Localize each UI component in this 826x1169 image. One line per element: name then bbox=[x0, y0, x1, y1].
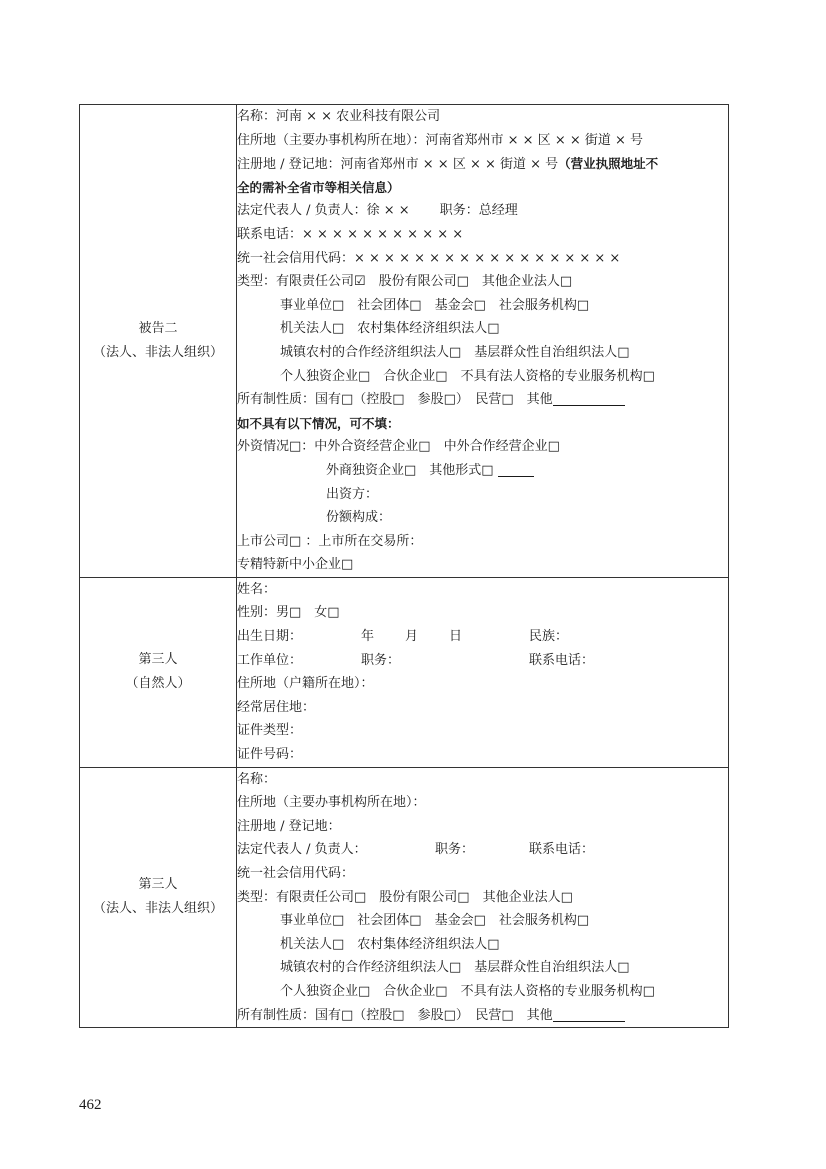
defendant2-foreign-line1: 外资情况□：中外合资经营企业□ 中外合作经营企业□ bbox=[237, 439, 560, 455]
defendant2-type-line5: 个人独资企业□ 合伙企业□ 不具有法人资格的专业服务机构□ bbox=[280, 368, 655, 384]
defendant2-ownership bbox=[237, 388, 728, 412]
defendant2-ownership-blank bbox=[553, 391, 625, 406]
defendant2-label-sub: （法人、非法人组织） bbox=[92, 344, 223, 360]
third-natural-label-cell bbox=[80, 577, 237, 767]
third-legal-residence: 住所地（主要办事机构所在地）： bbox=[237, 795, 426, 811]
third-legal-type-line4: 城镇农村的合作经济组织法人□ 基层群众性自治组织法人□ bbox=[280, 960, 630, 976]
defendant2-investor: 出资方： bbox=[326, 486, 379, 502]
defendant2-listed: 上市公司□ ：上市所在交易所： bbox=[237, 533, 423, 549]
third-legal-position: 职务： bbox=[435, 842, 475, 858]
third-natural-gender: 性别：男□ 女□ bbox=[237, 605, 340, 621]
defendant2-foreign-other: 外商独资企业□ 其他形式□ bbox=[326, 462, 494, 478]
third-natural-birth: 出生日期： bbox=[237, 629, 303, 645]
third-legal-name: 名称： bbox=[237, 771, 277, 787]
third-natural-year: 年 bbox=[361, 629, 375, 645]
defendant2-registered bbox=[237, 152, 728, 176]
defendant2-foreign-blank bbox=[498, 462, 534, 477]
defendant2-label-cell bbox=[80, 105, 237, 578]
defendant2-rep-position: 职务：总经理 bbox=[439, 203, 518, 219]
third-natural-ethnicity: 民族： bbox=[529, 629, 569, 645]
defendant2-phone: 联系电话：× × × × × × × × × × × bbox=[237, 226, 464, 242]
defendant2-name: 名称：河南 × × 农业科技有限公司 bbox=[237, 109, 441, 124]
third-legal-label-sub: （法人、非法人组织） bbox=[92, 901, 223, 917]
page-number: 462 bbox=[79, 1097, 102, 1113]
party-info-table bbox=[79, 104, 729, 1028]
third-natural-day: 日 bbox=[449, 629, 463, 645]
defendant2-optional-note: 如不具有以下情况，可不填： bbox=[237, 415, 400, 431]
third-legal-label: 第三人 bbox=[138, 877, 178, 893]
third-legal-phone: 联系电话： bbox=[529, 842, 595, 858]
defendant2-registered-note: （营业执照地址不 bbox=[558, 156, 659, 172]
defendant2-rep-name: 法定代表人 / 负责人：徐 × × bbox=[237, 203, 410, 219]
third-natural-name: 姓名： bbox=[237, 581, 277, 597]
third-legal-type-line3: 机关法人□ 农村集体经济组织法人□ bbox=[280, 936, 500, 952]
third-natural-position: 职务： bbox=[361, 652, 401, 668]
third-natural-birth-row bbox=[237, 625, 728, 649]
third-natural-month: 月 bbox=[405, 629, 419, 645]
defendant2-share: 份额构成： bbox=[326, 510, 392, 526]
third-natural-id-number: 证件号码： bbox=[237, 747, 303, 763]
third-natural-content bbox=[237, 577, 729, 767]
defendant2-content bbox=[237, 105, 729, 578]
third-natural-habitual: 经常居住地： bbox=[237, 699, 316, 715]
third-legal-label-cell bbox=[80, 767, 237, 1028]
third-natural-row bbox=[80, 577, 729, 767]
third-legal-row bbox=[80, 767, 729, 1028]
defendant2-registered-value: 注册地 / 登记地：河南省郑州市 × × 区 × × 街道 × 号 bbox=[237, 157, 559, 173]
third-natural-work-unit: 工作单位： bbox=[237, 652, 303, 668]
third-legal-ownership-blank bbox=[553, 1007, 625, 1022]
defendant2-type-line2: 事业单位□ 社会团体□ 基金会□ 社会服务机构□ bbox=[280, 297, 590, 313]
third-natural-label-sub: （自然人） bbox=[125, 676, 191, 692]
third-legal-rep-row bbox=[237, 838, 728, 862]
third-legal-type-line1: 类型：有限责任公司□ 股份有限公司□ 其他企业法人□ bbox=[237, 889, 573, 905]
third-natural-work-row bbox=[237, 649, 728, 673]
third-legal-ownership bbox=[237, 1004, 728, 1028]
defendant2-foreign-line2 bbox=[237, 459, 728, 483]
third-natural-phone: 联系电话： bbox=[529, 652, 595, 668]
defendant2-specialized: 专精特新中小企业□ bbox=[237, 557, 354, 573]
defendant2-representative bbox=[237, 199, 728, 223]
third-legal-rep: 法定代表人 / 负责人： bbox=[237, 842, 367, 858]
third-legal-credit-code: 统一社会信用代码： bbox=[237, 866, 355, 881]
defendant2-label: 被告二 bbox=[138, 320, 178, 336]
third-legal-type-line2: 事业单位□ 社会团体□ 基金会□ 社会服务机构□ bbox=[280, 913, 590, 929]
third-natural-label: 第三人 bbox=[138, 652, 178, 668]
defendant2-ownership-text: 所有制性质：国有□（控股□ 参股□） 民营□ 其他 bbox=[237, 392, 553, 408]
third-natural-id-type: 证件类型： bbox=[237, 723, 303, 739]
third-natural-residence: 住所地（户籍所在地）： bbox=[237, 676, 374, 692]
defendant2-residence: 住所地（主要办事机构所在地）：河南省郑州市 × × 区 × × 街道 × 号 bbox=[237, 132, 644, 148]
third-legal-type-line5: 个人独资企业□ 合伙企业□ 不具有法人资格的专业服务机构□ bbox=[280, 983, 655, 999]
third-legal-ownership-text: 所有制性质：国有□（控股□ 参股□） 民营□ 其他 bbox=[237, 1007, 553, 1023]
third-legal-registered: 注册地 / 登记地： bbox=[237, 818, 341, 834]
defendant2-credit-code: 统一社会信用代码：× × × × × × × × × × × × × × × × × × bbox=[237, 250, 621, 266]
defendant2-type-line3: 机关法人□ 农村集体经济组织法人□ bbox=[280, 321, 500, 337]
defendant2-row bbox=[80, 105, 729, 578]
defendant2-registered-note-cont: 全的需补全省市等相关信息） bbox=[237, 179, 400, 195]
third-legal-content bbox=[237, 767, 729, 1028]
defendant2-type-line1: 类型：有限责任公司☑ 股份有限公司□ 其他企业法人□ bbox=[237, 274, 573, 290]
defendant2-type-line4: 城镇农村的合作经济组织法人□ 基层群众性自治组织法人□ bbox=[280, 344, 630, 360]
